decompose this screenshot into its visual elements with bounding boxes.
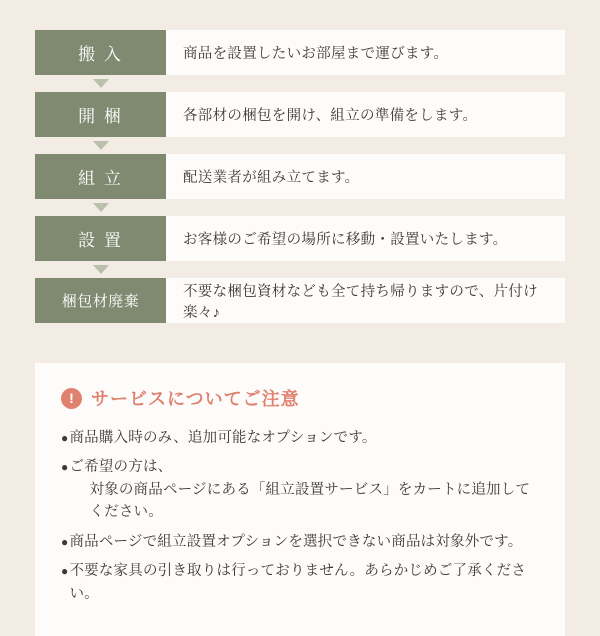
list-item	[61, 560, 539, 605]
list-item	[61, 531, 539, 553]
step-description: お客様のご希望の場所に移動・設置いたします。	[166, 216, 565, 261]
step-row	[35, 154, 565, 199]
step-connector	[35, 75, 565, 92]
step-connector	[35, 261, 565, 278]
list-item-main: ご希望の方は、	[69, 459, 173, 476]
step-description: 配送業者が組み立てます。	[166, 154, 565, 199]
notice-header	[61, 385, 539, 411]
step-connector	[35, 199, 565, 216]
list-item-text: 商品ページで組立設置オプションを選択できない商品は対象外です。	[69, 533, 523, 550]
step-label: 梱包材廃棄	[35, 278, 166, 323]
arrow-down-icon	[93, 79, 109, 88]
step-row	[35, 30, 565, 75]
exclamation-icon: !	[61, 388, 82, 409]
list-item-text: 商品購入時のみ、追加可能なオプションです。	[69, 430, 377, 446]
step-row	[35, 216, 565, 261]
list-item	[61, 427, 539, 449]
service-notice-card	[35, 363, 565, 636]
step-description: 不要な梱包資材なども全て持ち帰りますので、片付け楽々♪	[166, 278, 565, 323]
bullet-icon: ●	[61, 431, 69, 445]
step-label: 搬 入	[35, 30, 166, 75]
step-description: 商品を設置したいお部屋まで運びます。	[166, 30, 565, 75]
step-connector	[35, 137, 565, 154]
step-label: 設 置	[35, 216, 166, 261]
arrow-down-icon	[93, 141, 109, 150]
arrow-down-icon	[93, 265, 109, 274]
notice-title: サービスについてご注意	[91, 389, 300, 409]
list-item-subtext: 対象の商品ページにある「組立設置サービス」をカートに追加してください。	[89, 481, 531, 521]
arrow-down-icon	[93, 203, 109, 212]
list-item-text: 不要な家具の引き取りは行っておりません。あらかじめご了承ください。	[69, 563, 527, 602]
bullet-icon: ●	[61, 460, 69, 475]
bullet-icon: ●	[61, 564, 69, 579]
notice-list	[61, 427, 539, 605]
list-item	[61, 456, 539, 523]
step-row	[35, 92, 565, 137]
list-item-text	[69, 456, 539, 523]
step-row	[35, 278, 565, 323]
assembly-steps-list	[35, 30, 565, 323]
step-description: 各部材の梱包を開け、組立の準備をします。	[166, 92, 565, 137]
step-label: 組 立	[35, 154, 166, 199]
step-label: 開 梱	[35, 92, 166, 137]
bullet-icon: ●	[61, 534, 69, 549]
